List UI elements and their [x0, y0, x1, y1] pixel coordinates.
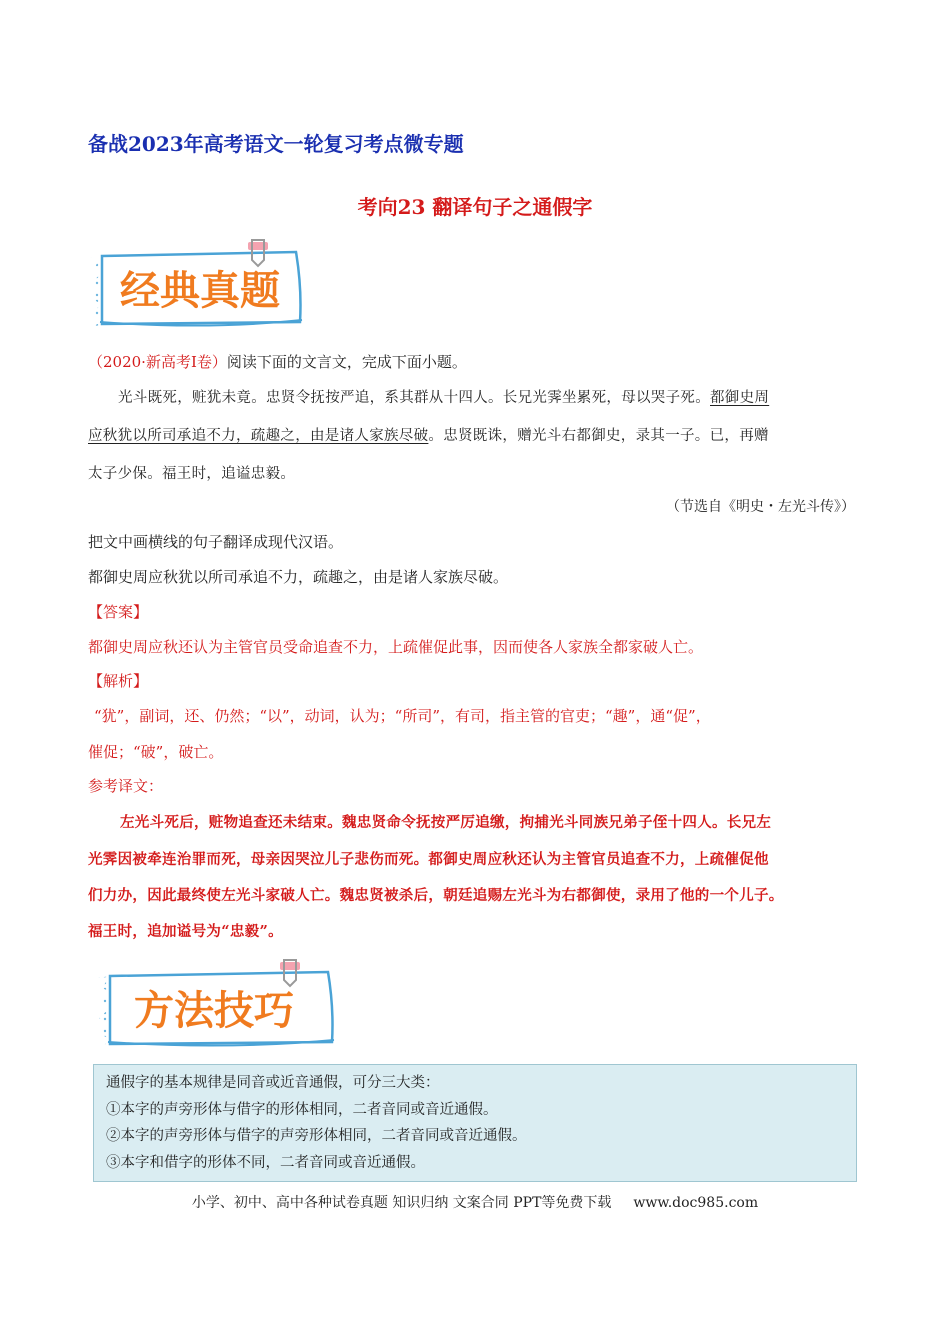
- question-source-tag: （2020·新高考I卷）: [88, 353, 227, 371]
- passage-underlined-text: 都御史周: [710, 390, 770, 406]
- banner-classic: [88, 238, 308, 330]
- method-line: ①本字的声旁形体与借字的形体相同，二者音同或音近通假。: [106, 1101, 498, 1118]
- method-tip-box: [93, 1064, 857, 1182]
- footer: [0, 1192, 950, 1212]
- banner-method-label: 方法技巧: [134, 988, 294, 1034]
- passage-text: 光斗既死，赃犹未竟。忠贤令抚按严追，系其群从十四人。长兄光霁坐累死，母以哭子死。: [118, 390, 710, 406]
- footer-url[interactable]: www.doc985.com: [633, 1195, 759, 1211]
- passage-underlined-text: 应秋犹以所司承追不力，疏趣之，由是诸人家族尽破: [88, 428, 429, 444]
- passage-line-1: [118, 388, 769, 408]
- topic-title: 考向23 翻译句子之通假字: [357, 195, 593, 219]
- translation-line-2: 光霁因被牵连治罪而死，母亲因哭泣儿子悲伤而死。都御史周应秋还认为主管官员追查不力，上疏催促他: [88, 851, 769, 868]
- question-intro: [88, 352, 467, 372]
- analysis-line-1: “犹”，副词，还、仍然；“以”，动词，认为；“所司”，有司，指主管的官吏；“趣”，通“促”，: [94, 707, 711, 725]
- banner-classic-label: 经典真题: [120, 268, 280, 314]
- question-instruction: 阅读下面的文言文，完成下面小题。: [226, 353, 467, 371]
- banner-method: [96, 956, 341, 1048]
- method-line: 通假字的基本规律是同音或近音通假，可分三大类：: [106, 1075, 440, 1091]
- analysis-label: 【解析】: [88, 672, 149, 690]
- translation-prompt: 把文中画横线的句子翻译成现代汉语。: [88, 533, 344, 551]
- source-note: （节选自《明史・左光斗传》）: [666, 499, 855, 515]
- passage-line-3: 太子少保。福王时，追谥忠毅。: [88, 466, 296, 482]
- translation-line-3: 们力办，因此最终使左光斗家破人亡。魏忠贤被杀后，朝廷追赐左光斗为右都御使，录用了他的一个儿子。: [88, 887, 784, 904]
- answer-text: 都御史周应秋还认为主管官员受命追查不力，上疏催促此事，因而使各人家族全都家破人亡。: [88, 638, 704, 656]
- translation-line-1: 左光斗死后，赃物追查还未结束。魏忠贤命令抚按严厉追缴，拘捕光斗同族兄弟子侄十四人。长兄左: [120, 814, 772, 831]
- target-sentence: 都御史周应秋犹以所司承追不力，疏趣之，由是诸人家族尽破。: [88, 568, 509, 586]
- method-line: ③本字和借字的形体不同，二者音同或音近通假。: [106, 1154, 425, 1171]
- series-title: 备战2023年高考语文一轮复习考点微专题: [88, 132, 464, 156]
- analysis-line-2: 催促；“破”，破亡。: [88, 743, 224, 761]
- passage-line-2: [88, 426, 769, 446]
- method-line: ②本字的声旁形体与借字的声旁形体相同，二者音同或音近通假。: [106, 1128, 527, 1144]
- translation-line-4: 福王时，追加谥号为“忠毅”。: [88, 923, 283, 940]
- reference-translation-label: 参考译文：: [88, 777, 164, 795]
- answer-label: 【答案】: [88, 603, 149, 621]
- passage-text: 。忠贤既诛，赠光斗右都御史，录其一子。已，再赠: [428, 428, 769, 444]
- footer-text: 小学、初中、高中各种试卷真题 知识归纳 文案合同 PPT等免费下载: [191, 1195, 612, 1211]
